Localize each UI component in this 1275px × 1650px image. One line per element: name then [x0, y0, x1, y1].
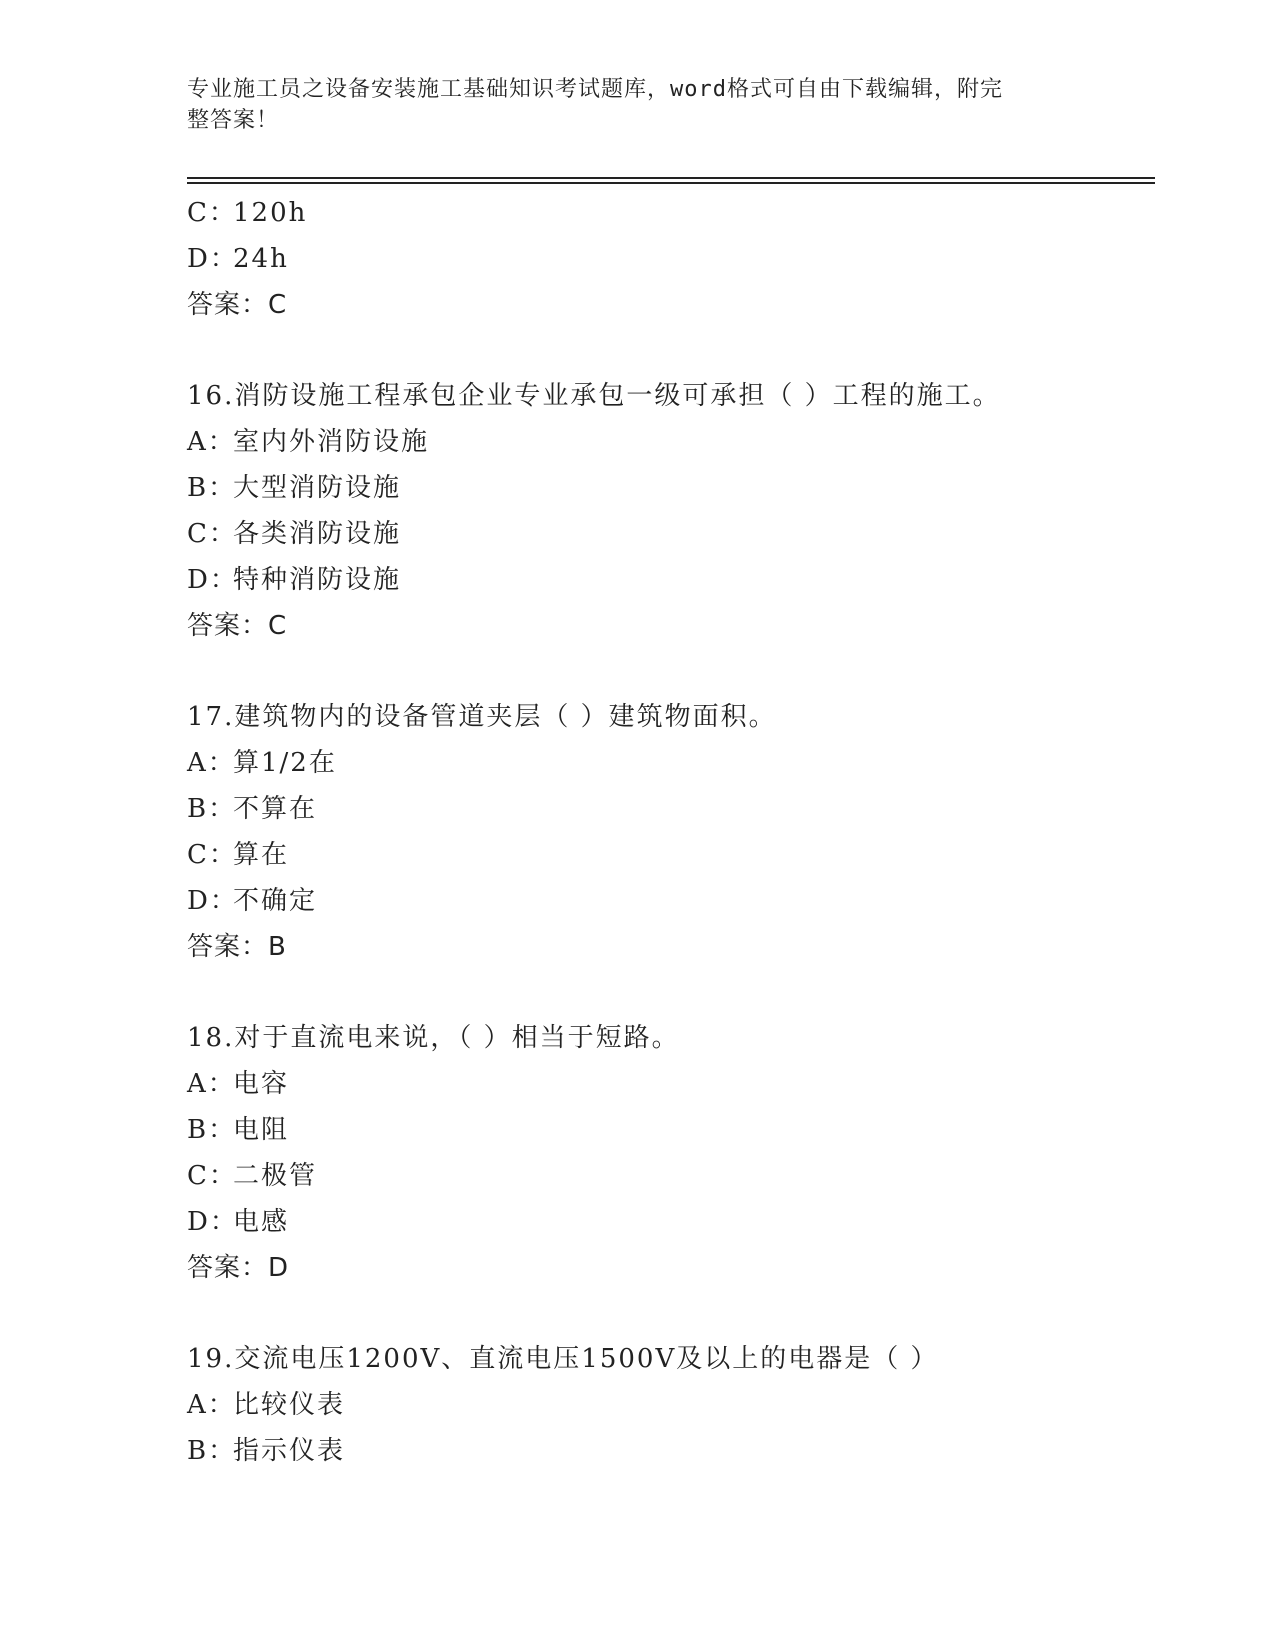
option-letter: A： — [187, 748, 236, 778]
option-text: 不算在 — [233, 794, 318, 824]
option-letter: A： — [187, 1069, 236, 1099]
header-rule-top — [187, 177, 1155, 179]
option-text: 二极管 — [233, 1161, 318, 1191]
option-line — [187, 786, 1155, 832]
option-letter: A： — [187, 1390, 236, 1420]
question-stem: 18.对于直流电来说，（ ）相当于短路。 — [187, 1023, 680, 1053]
option-text: 电阻 — [233, 1115, 290, 1145]
spacer — [187, 1291, 1155, 1336]
answer-line: 答案：C — [187, 290, 288, 320]
option-text: 指示仪表 — [233, 1436, 346, 1466]
option-letter: B： — [187, 794, 237, 824]
header-line-2: 整答案！ — [187, 108, 280, 133]
option-line — [187, 1428, 1155, 1474]
header-rule-bottom — [187, 182, 1155, 184]
option-line — [187, 740, 1155, 786]
document-body — [187, 190, 1155, 1474]
answer-line: 答案：B — [187, 932, 287, 962]
answer-line: 答案：D — [187, 1253, 290, 1283]
option-text: 室内外消防设施 — [233, 427, 430, 457]
option-text: 不确定 — [233, 886, 318, 916]
header-line-1: 专业施工员之设备安装施工基础知识考试题库，word格式可自由下载编辑，附完 — [187, 77, 1003, 102]
option-letter: C： — [187, 519, 237, 549]
question-block — [187, 1336, 1155, 1474]
question-stem: 16.消防设施工程承包企业专业承包一级可承担（ ）工程的施工。 — [187, 381, 1001, 411]
option-line — [187, 878, 1155, 924]
option-text: 电感 — [233, 1207, 290, 1237]
option-line — [187, 1382, 1155, 1428]
option-letter: D： — [187, 565, 238, 595]
option-line — [187, 832, 1155, 878]
question-block — [187, 373, 1155, 649]
answer-line: 答案：C — [187, 611, 288, 641]
option-letter: B： — [187, 1436, 237, 1466]
option-text: 大型消防设施 — [233, 473, 402, 503]
option-text: 120h — [233, 198, 308, 228]
spacer — [187, 970, 1155, 1015]
option-text: 24h — [233, 244, 289, 274]
question-stem: 17.建筑物内的设备管道夹层（ ）建筑物面积。 — [187, 702, 777, 732]
option-text: 特种消防设施 — [233, 565, 402, 595]
option-letter: B： — [187, 1115, 237, 1145]
option-letter: C： — [187, 198, 237, 228]
option-letter: D： — [187, 886, 238, 916]
option-line — [187, 1153, 1155, 1199]
spacer — [187, 649, 1155, 694]
option-letter: D： — [187, 244, 238, 274]
option-line — [187, 557, 1155, 603]
option-line — [187, 419, 1155, 465]
question-stem: 19.交流电压1200V、直流电压1500V及以上的电器是（ ） — [187, 1344, 939, 1374]
question-block — [187, 1015, 1155, 1291]
option-text: 算1/2在 — [233, 748, 337, 778]
document-header — [187, 74, 1067, 136]
option-letter: C： — [187, 840, 237, 870]
option-line — [187, 1061, 1155, 1107]
option-line — [187, 1199, 1155, 1245]
option-line — [187, 190, 1155, 236]
option-letter: D： — [187, 1207, 238, 1237]
option-text: 算在 — [233, 840, 290, 870]
option-letter: B： — [187, 473, 237, 503]
option-line — [187, 236, 1155, 282]
option-letter: C： — [187, 1161, 237, 1191]
carryover-block — [187, 190, 1155, 328]
option-text: 各类消防设施 — [233, 519, 402, 549]
spacer — [187, 328, 1155, 373]
option-letter: A： — [187, 427, 236, 457]
question-block — [187, 694, 1155, 970]
option-line — [187, 511, 1155, 557]
option-line — [187, 1107, 1155, 1153]
option-text: 电容 — [233, 1069, 290, 1099]
option-line — [187, 465, 1155, 511]
option-text: 比较仪表 — [233, 1390, 346, 1420]
